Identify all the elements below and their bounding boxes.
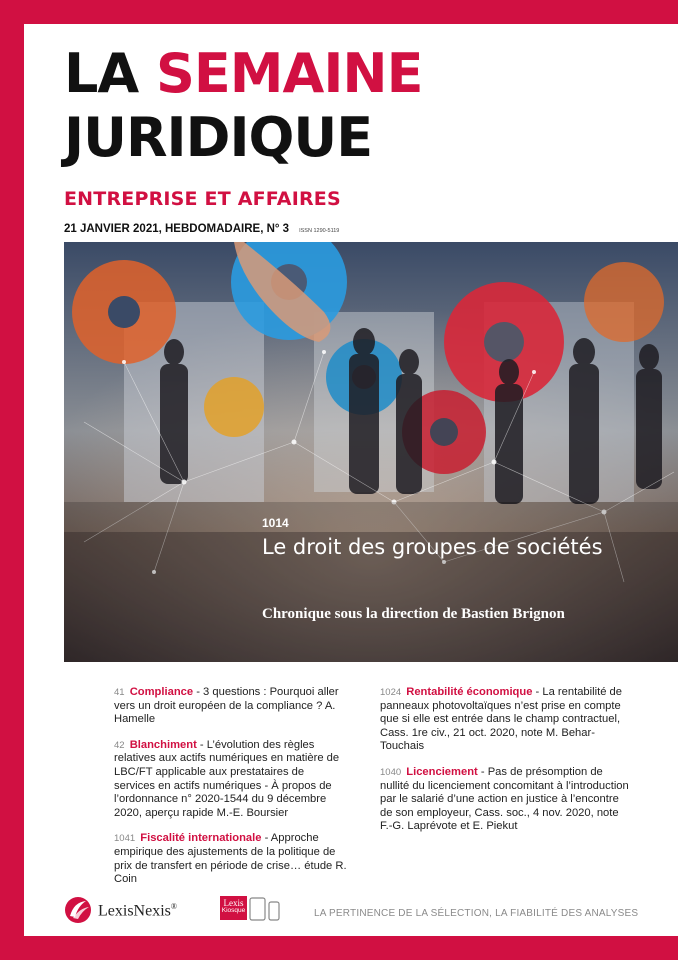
item-number: 42: [114, 739, 125, 751]
feature-title: Le droit des groupes de sociétés: [262, 535, 603, 559]
kiosque-label: Kiosque: [221, 907, 246, 914]
contents-column-right: [380, 686, 632, 846]
lexisnexis-logo: [64, 896, 214, 924]
masthead-word-la: LA: [64, 42, 139, 105]
feature-subtitle: Chronique sous la direction de Bastien Brignon: [262, 606, 565, 622]
contents-item: [380, 686, 632, 754]
publisher-registered-mark: ®: [170, 902, 177, 911]
item-text: - La rentabilité de panneaux photovoltaïques n’est prise en compte que si elle est entrée dans le champ contractuel, Cass. 1re civ., 21 oct. 2020, note M. Behar-Touchais: [380, 686, 622, 753]
lexis-kiosque-badge: [220, 896, 284, 922]
item-text: - 3 questions : Pourquoi aller vers un droit européen de la compliance ? A. Hamelle: [114, 686, 339, 726]
cover-photo-illustration: [64, 242, 678, 662]
publisher-name: [98, 902, 177, 920]
item-category: Licenciement: [406, 765, 478, 778]
contents-item: [114, 832, 348, 886]
item-number: 1024: [380, 687, 402, 698]
cover-photo: [64, 242, 678, 662]
cover-page: [24, 24, 678, 936]
item-category: Blanchiment: [129, 738, 197, 751]
item-number: 1041: [114, 833, 136, 845]
contents-item: [114, 739, 348, 821]
item-category: Rentabilité économique: [406, 686, 533, 698]
item-category: Fiscalité internationale: [140, 832, 262, 845]
item-text: - Pas de présomption de nullité du licenciement concomitant à l’introduction par le salarié d’une action en justice à l’encontre de son employeur, Cass. soc., 4 nov. 2020, note F.-G. Laprévote et E. Piekut: [380, 765, 629, 833]
item-text: - L’évolution des règles relatives aux actifs numériques en matière de LBC/FT applicable aux prestataires de services en actifs numériques - À propos de l’ordonnance n° 2020-1544 du 9 décembre 2020, aperçu rapide M.-E. Boursier: [114, 738, 340, 819]
item-category: Compliance: [129, 686, 194, 698]
contents-item: [380, 766, 632, 834]
publisher-wordmark: LexisNexis: [98, 902, 171, 920]
feature-number: 1014: [262, 516, 289, 530]
devices-icon: [248, 896, 284, 922]
item-text: - Approche empirique des ajustements de la politique de prix de transfert en période de crise… étude R. Coin: [114, 832, 347, 886]
issue-dateline: [64, 223, 339, 235]
item-number: 41: [114, 687, 125, 698]
item-number: 1040: [380, 766, 402, 778]
contents-item: [114, 686, 348, 727]
masthead-title-line2: JURIDIQUE: [64, 106, 373, 169]
footer-tagline: LA PERTINENCE DE LA SÉLECTION, LA FIABILITÉ DES ANALYSES: [314, 908, 639, 919]
masthead-word-semaine: SEMAINE: [156, 42, 423, 105]
contents-column-left: [114, 686, 348, 899]
masthead-title-line1: [64, 42, 423, 105]
lexisnexis-logo-icon: [64, 896, 94, 924]
issn: ISSN 1290-5119: [299, 228, 340, 234]
kiosque-box: [220, 896, 247, 920]
kiosque-lexis-label: Lexis: [223, 898, 244, 908]
tablet-icon: [250, 898, 265, 920]
masthead-subtitle: ENTREPRISE ET AFFAIRES: [64, 188, 341, 210]
phone-icon: [269, 902, 279, 920]
issue-date: 21 JANVIER 2021, HEBDOMADAIRE, N° 3: [64, 223, 290, 235]
